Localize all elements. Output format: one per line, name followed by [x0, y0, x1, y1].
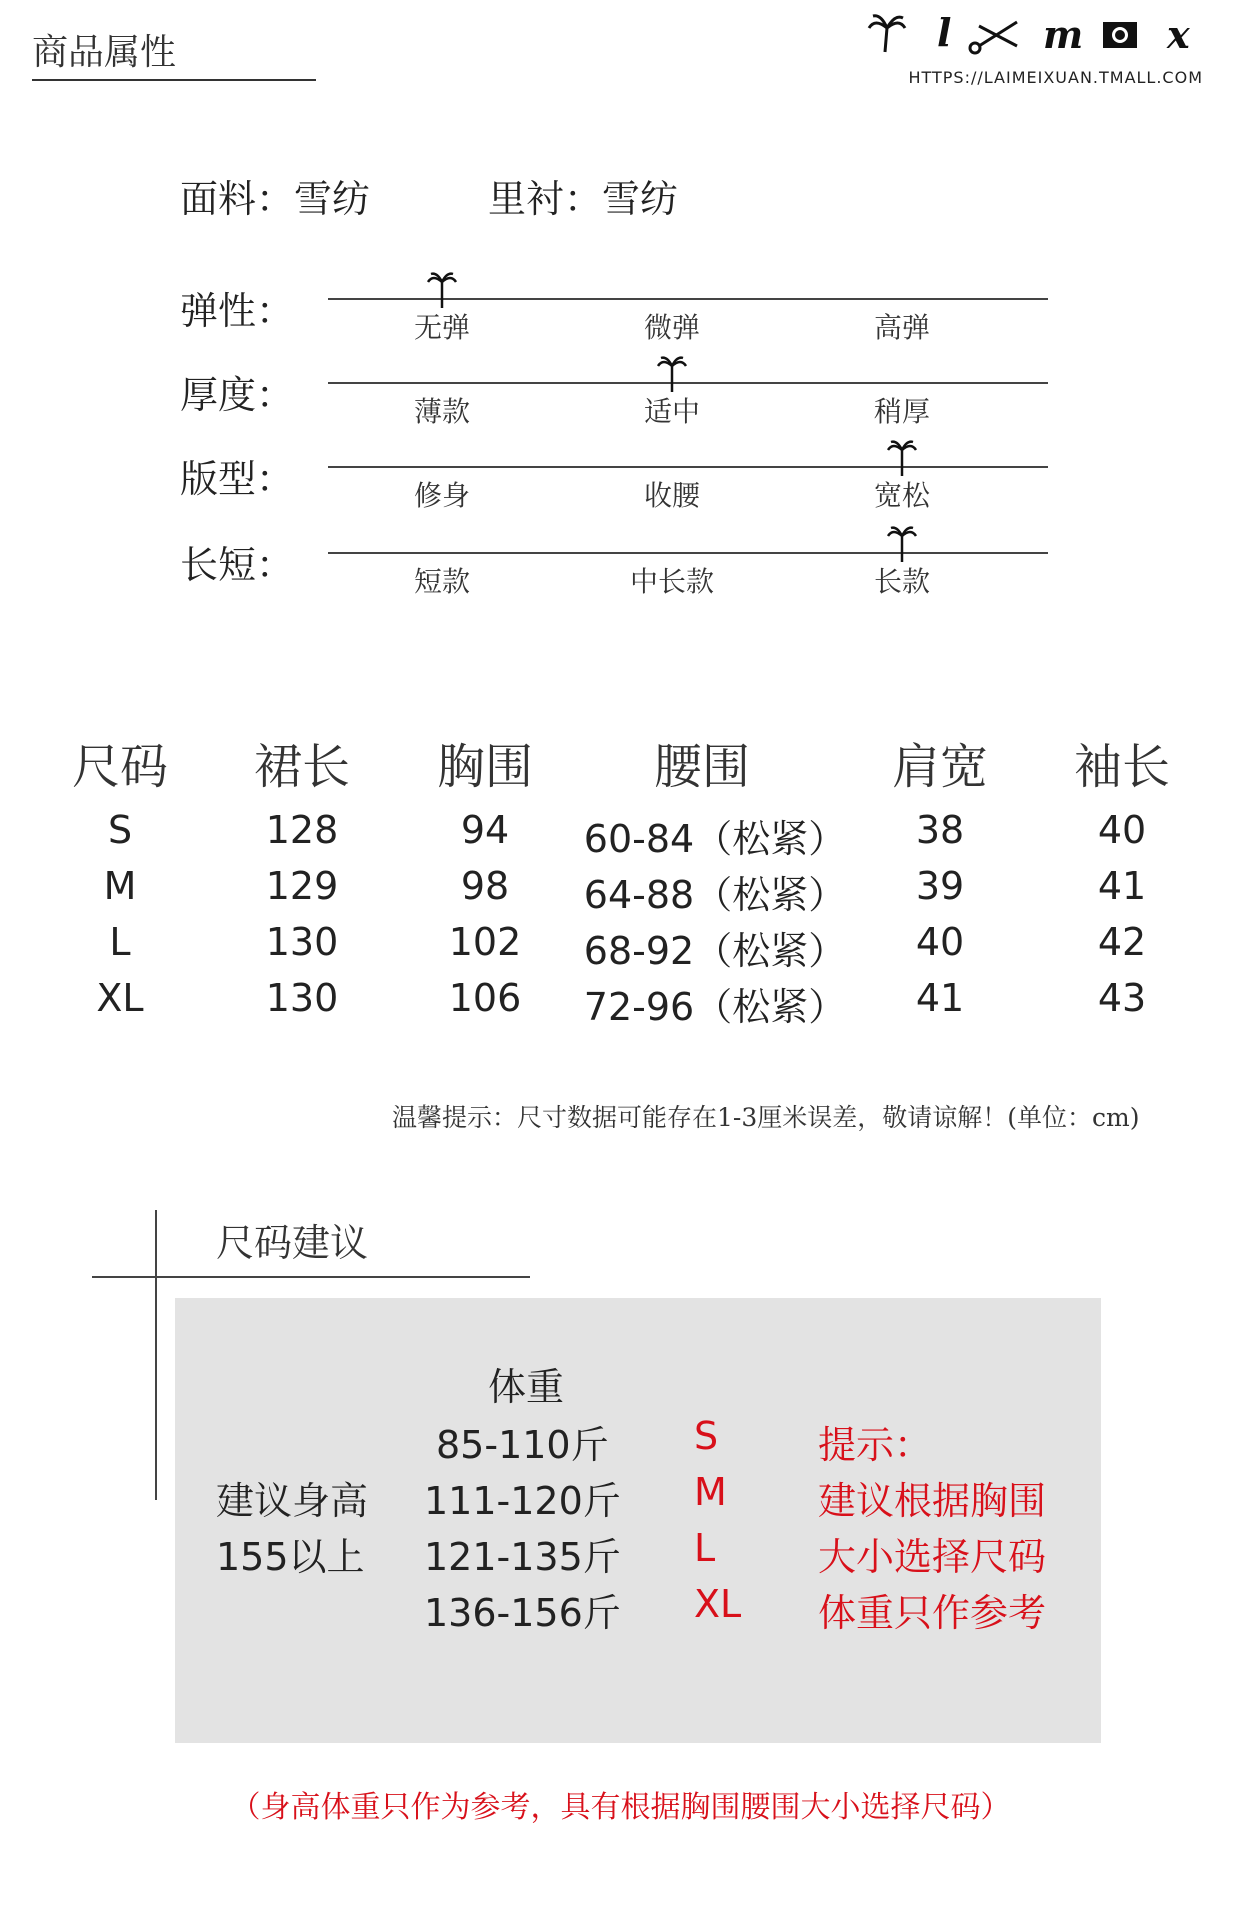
table-cell: M — [103, 864, 137, 908]
col-header-skirt-length: 裙长 — [253, 739, 350, 795]
col-header-size: 尺码 — [71, 739, 168, 795]
size-suggestion: S — [694, 1414, 719, 1458]
brand-logo — [867, 6, 1207, 62]
logo-scissors-icon — [970, 22, 1017, 53]
tip-line: 大小选择尺码 — [818, 1535, 1047, 1579]
scale-line — [328, 466, 1048, 468]
table-cell: 60-84（松紧） — [583, 817, 847, 861]
table-cell: 40 — [915, 920, 965, 964]
measurement-note: 温馨提示：尺寸数据可能存在1-3厘米误差，敬请谅解！(单位：cm) — [392, 1103, 1140, 1132]
option-label: 宽松 — [873, 479, 930, 512]
title-underline — [32, 79, 316, 81]
table-cell: 42 — [1097, 920, 1147, 964]
weight-range: 121-135斤 — [424, 1535, 621, 1579]
tip-line: 提示： — [818, 1423, 933, 1467]
col-header-shoulder: 肩宽 — [891, 739, 988, 795]
weight-range: 85-110斤 — [436, 1423, 609, 1467]
option-label: 短款 — [413, 565, 470, 598]
table-cell: 94 — [460, 808, 510, 852]
size-suggestion: XL — [694, 1582, 742, 1626]
weight-range: 111-120斤 — [424, 1479, 621, 1523]
option-label: 微弹 — [643, 311, 700, 344]
palm-marker-icon — [427, 270, 457, 310]
palm-marker-icon — [887, 524, 917, 564]
fabric-main: 面料：雪纺 — [180, 177, 371, 221]
brand-logo-glyphs — [867, 6, 1207, 62]
attr-label-thickness: 厚度： — [180, 373, 295, 417]
size-suggestion: M — [694, 1470, 727, 1514]
palm-marker-icon — [657, 354, 687, 394]
brand-url: HTTPS://LAIMEIXUAN.TMALL.COM — [908, 68, 1203, 87]
table-cell: S — [107, 808, 133, 852]
svg-text:x: x — [1167, 12, 1190, 57]
col-header-bust: 胸围 — [436, 739, 533, 795]
section-horizontal-rule — [92, 1276, 530, 1278]
option-label: 收腰 — [643, 479, 700, 512]
table-cell: 130 — [265, 976, 339, 1020]
weight-range: 136-156斤 — [424, 1591, 621, 1635]
scale-line — [328, 552, 1048, 554]
table-cell: 130 — [265, 920, 339, 964]
table-cell: 72-96（松紧） — [583, 985, 847, 1029]
option-label: 薄款 — [413, 395, 470, 428]
logo-camera-icon — [1103, 22, 1137, 48]
height-line-2: 155以上 — [216, 1535, 365, 1579]
table-cell: 41 — [1097, 864, 1147, 908]
option-label: 中长款 — [629, 565, 714, 598]
attr-label-elasticity: 弹性： — [180, 289, 295, 333]
table-cell: L — [109, 920, 131, 964]
svg-text:m: m — [1043, 12, 1084, 57]
option-label: 修身 — [413, 479, 470, 512]
table-cell: 106 — [448, 976, 522, 1020]
tip-line: 建议根据胸围 — [818, 1479, 1047, 1523]
table-cell: 38 — [915, 808, 965, 852]
table-cell: 128 — [265, 808, 339, 852]
attr-label-length: 长短： — [180, 543, 295, 587]
attr-label-fit: 版型： — [180, 457, 295, 501]
palm-marker-icon — [887, 438, 917, 478]
col-header-waist: 腰围 — [653, 739, 750, 795]
tip-line: 体重只作参考 — [818, 1591, 1047, 1635]
table-cell: 98 — [460, 864, 510, 908]
table-cell: 41 — [915, 976, 965, 1020]
fabric-lining: 里衬：雪纺 — [488, 177, 679, 221]
option-label: 适中 — [643, 395, 700, 428]
option-label: 无弹 — [413, 311, 470, 344]
section-vertical-rule — [155, 1210, 157, 1500]
col-header-sleeve: 袖长 — [1073, 739, 1170, 795]
table-cell: 64-88（松紧） — [583, 873, 847, 917]
size-suggestion: L — [694, 1526, 716, 1570]
svg-text:l: l — [937, 10, 952, 55]
height-line-1: 建议身高 — [216, 1479, 369, 1523]
table-cell: XL — [96, 976, 144, 1020]
table-cell: 39 — [915, 864, 965, 908]
table-cell: 102 — [448, 920, 522, 964]
scale-line — [328, 382, 1048, 384]
suggestion-title: 尺码建议 — [216, 1221, 369, 1265]
footer-disclaimer: （身高体重只作为参考，具有根据胸围腰围大小选择尺码） — [230, 1790, 1011, 1825]
table-cell: 43 — [1097, 976, 1147, 1020]
table-cell: 40 — [1097, 808, 1147, 852]
option-label: 长款 — [873, 565, 930, 598]
page-title: 商品属性 — [32, 32, 177, 73]
option-label: 稍厚 — [873, 395, 930, 428]
weight-header: 体重 — [488, 1365, 565, 1409]
table-cell: 68-92（松紧） — [583, 929, 847, 973]
table-cell: 129 — [265, 864, 339, 908]
option-label: 高弹 — [873, 311, 930, 344]
logo-palm-icon — [869, 16, 905, 52]
